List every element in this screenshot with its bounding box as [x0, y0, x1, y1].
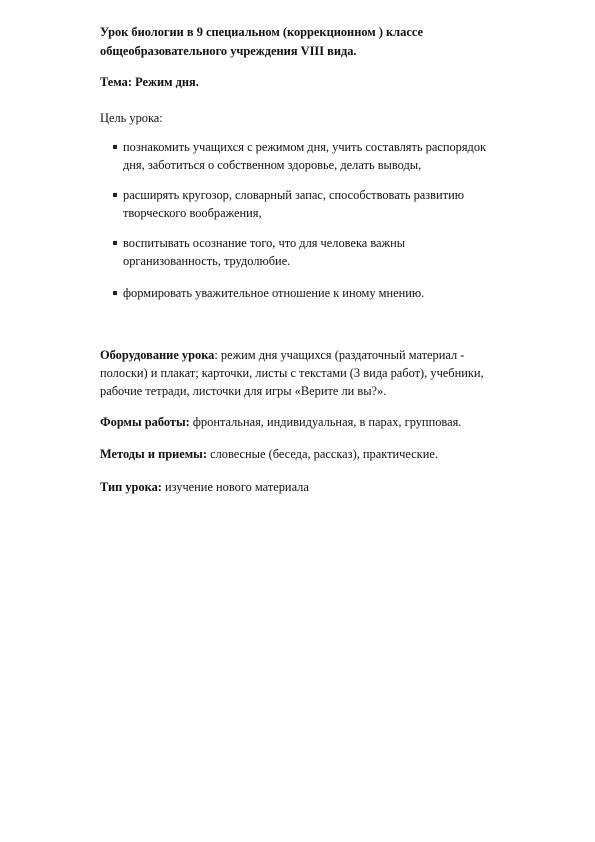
- goal-label: Цель урока:: [100, 111, 163, 125]
- forms-label: Формы работы:: [100, 415, 190, 429]
- bullet-marker-icon: [113, 291, 117, 295]
- equipment-label: Оборудование урока: [100, 348, 215, 362]
- equipment-line-1: [100, 348, 464, 363]
- header-line-1: Урок биологии в 9 специальном (коррекционном ) классе: [100, 25, 423, 39]
- lesson-type-value: изучение нового материала: [161, 480, 309, 494]
- goal-item-2-line-1: расширять кругозор, словарный запас, способствовать развитию: [123, 188, 464, 202]
- goal-item-3-line-1: воспитывать осознание того, что для человека важны: [123, 236, 406, 250]
- goal-item-1-line-2: дня, заботиться о собственном здоровье, делать выводы,: [123, 158, 422, 172]
- topic-label: Тема:: [100, 75, 132, 89]
- bullet-marker-icon: [113, 241, 117, 245]
- methods-value: словесные (беседа, рассказ), практические.: [206, 447, 438, 461]
- methods-label: Методы и приемы:: [100, 447, 207, 461]
- bullet-marker-icon: [113, 193, 117, 197]
- goal-item-4-line-1: формировать уважительное отношение к иному мнению.: [123, 286, 425, 300]
- goal-item-2-line-2: творческого воображения,: [123, 206, 262, 220]
- forms-value: фронтальная, индивидуальная, в парах, групповая.: [189, 415, 462, 429]
- forms-line: [100, 415, 461, 430]
- equipment-line-3: рабочие тетради, листочки для игры «Верите ли вы?».: [100, 384, 387, 398]
- header-line-2: общеобразовательного учреждения VIII вида.: [100, 44, 357, 58]
- lesson-type-label: Тип урока:: [100, 480, 162, 494]
- lesson-type-line: [100, 480, 309, 495]
- methods-line: [100, 447, 438, 462]
- equipment-value: : режим дня учащихся (раздаточный материал -: [214, 348, 465, 362]
- bullet-marker-icon: [113, 145, 117, 149]
- topic-line: [100, 75, 199, 90]
- equipment-line-2: полоски) и плакат; карточки, листы с текстами (3 вида работ), учебники,: [100, 366, 484, 380]
- goal-item-3-line-2: организованность, трудолюбие.: [123, 254, 291, 268]
- goal-item-1-line-1: познакомить учащихся с режимом дня, учить составлять распорядок: [123, 140, 487, 154]
- topic-value: Режим дня.: [131, 75, 199, 89]
